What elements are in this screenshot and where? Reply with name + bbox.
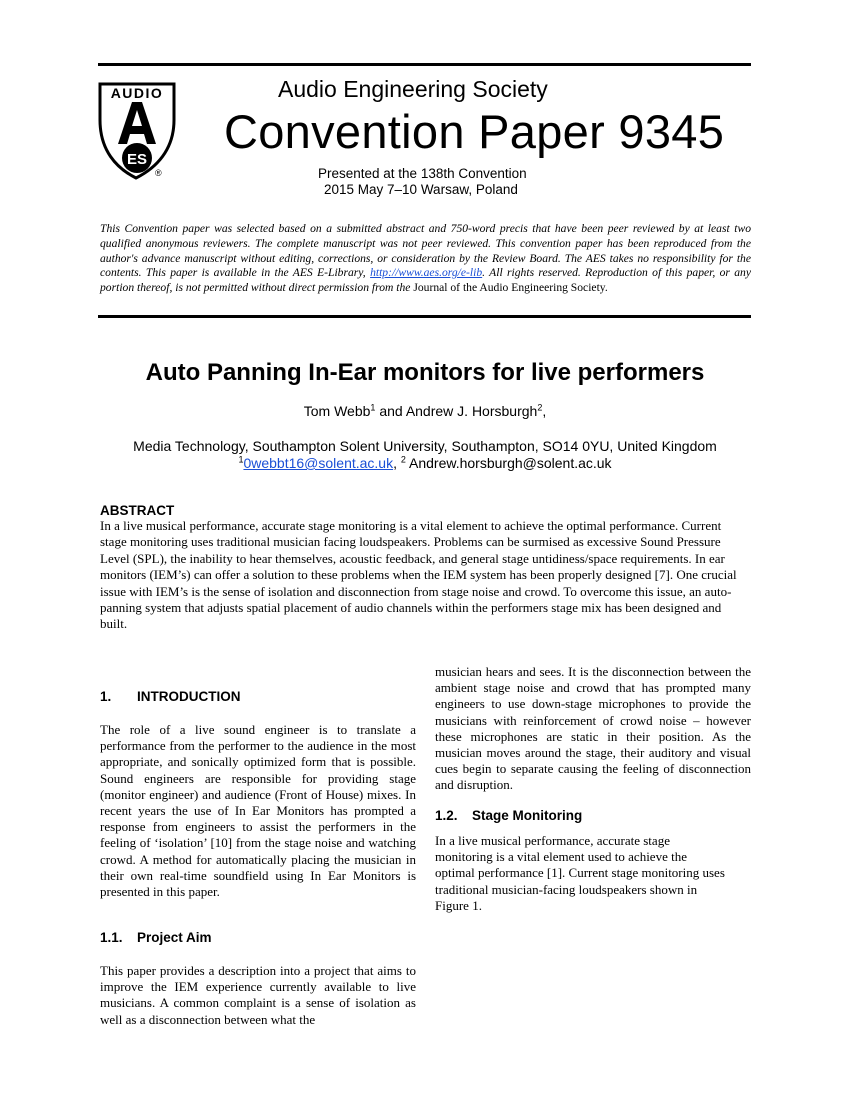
section-number: 1. [100,689,112,704]
affiliation: Media Technology, Southampton Solent University, Southampton, SO14 0YU, United Kingdom [133,438,717,454]
convention-date-location: 2015 May 7–10 Warsaw, Poland [324,182,518,197]
introduction-paragraph: The role of a live sound engineer is to translate a performance from the performer to the audience in the most appropriate, and sonically optimized form that is possible. Sound engineers are responsible for providing stage (monitor engineer) and audience (Front of House) mixes. In recent years the use of In Ear Monitors has prompted a response from engineers to assist the performers in the feeling of ‘isolation’ [10] from the stage noise and watching crowd. A method for automatically placing the musician in their own real-time soundfield using In Ear Monitors is presented in this paper. [100,722,416,900]
emails-line [0,455,850,471]
disclaimer-paragraph [100,222,751,296]
society-name: Audio Engineering Society [278,76,548,102]
email-1-marker: 1 [238,454,244,465]
section-number: 1.2. [435,808,458,823]
email-2: Andrew.horsburgh@solent.ac.uk [405,455,612,471]
logo-es-text: ES [126,151,148,168]
paper-title: Auto Panning In-Ear monitors for live performers [145,359,705,386]
author-2-marker: 2 [537,402,543,413]
elibrary-link[interactable]: http://www.aes.org/e-lib [370,266,483,280]
email-separator: , [393,455,401,471]
section-project-aim-heading [100,930,212,945]
author-1-marker: 1 [370,402,376,413]
section-number: 1.1. [100,930,123,945]
section-stage-monitoring-heading [435,808,582,823]
aes-logo [98,82,178,187]
top-rule [98,63,751,66]
section-title: INTRODUCTION [137,689,241,704]
project-aim-paragraph: This paper provides a description into a project that aims to improve the IEM experience currently available to live musicians. A common complaint is a sense of isolation as well as a disconnection between what the [100,963,416,1027]
abstract-text: In a live musical performance, accurate stage monitoring is a vital element to achieve the optimal performance. Current stage monitoring uses traditional musician facing loudspeakers. Problems can be surmised as excessive Sound Pressure Level (SPL), the inability to hear themselves, acoustic feedback, and general stage untidiness/space requirements. In ear monitors (IEM’s) can offer a solution to these problems when the IEM system has been properly designed [7]. One crucial issue with IEM’s is the sense of isolation and disconnection from stage noise and crowd. To overcome this issue, an auto-panning system that adjusts spatial placement of audio channels within the performers stage mix has been designed and built. [100,518,737,632]
abstract-heading: ABSTRACT [100,503,175,518]
convention-paper-title: Convention Paper 9345 [224,105,725,158]
header-bottom-rule [98,315,751,318]
disclaimer-text: This Convention paper was selected based on a submitted abstract and 750-word precis that have been peer reviewed by at least two qualified anonymous reviewers. The complete manuscript was not peer reviewed. This convention paper has been reproduced from the author's advance manuscript without editing, corrections, or consideration by the Review Board. The AES takes no responsibility for the contents. This paper is available in the AES E-Library, [100,222,751,280]
email-1-link[interactable]: 0webbt16@solent.ac.uk [243,455,394,471]
section-title: Stage Monitoring [472,808,583,823]
email-2-marker: 2 [400,454,406,465]
stage-monitoring-paragraph: In a live musical performance, accurate stage monitoring is a vital element used to achieve the optimal performance [1]. Current stage monitoring uses traditional musician-facing loudspeakers shown in Figure 1. [435,833,725,913]
journal-name: Journal of the Audio Engineering Society. [413,281,608,295]
author-1: Tom Webb [303,403,371,419]
section-introduction-heading [100,689,241,704]
disclaimer-text-continued: . All rights reserved. Reproduction of this paper, or any portion thereof, is not permitted without direct permission from the [100,266,751,295]
right-column-paragraph: musician hears and sees. It is the disconnection between the ambient stage noise and crowd that has prompted many engineers to use down-stage microphones to provide the musicians with reinforcement of crowd noise – however these microphones are static in their position. As the musician moves around the stage, their auditory and visual cues begin to separate causing the feeling of disconnection and disruption. [435,664,751,793]
logo-registered-mark: ® [155,168,162,178]
logo-audio-text: AUDIO [110,85,164,101]
authors-line [0,403,850,419]
author-end: , [542,403,547,419]
presented-at: Presented at the 138th Convention [318,166,527,181]
author-2: Andrew J. Horsburgh [405,403,538,419]
section-title: Project Aim [137,930,212,945]
author-separator: and [375,403,406,419]
